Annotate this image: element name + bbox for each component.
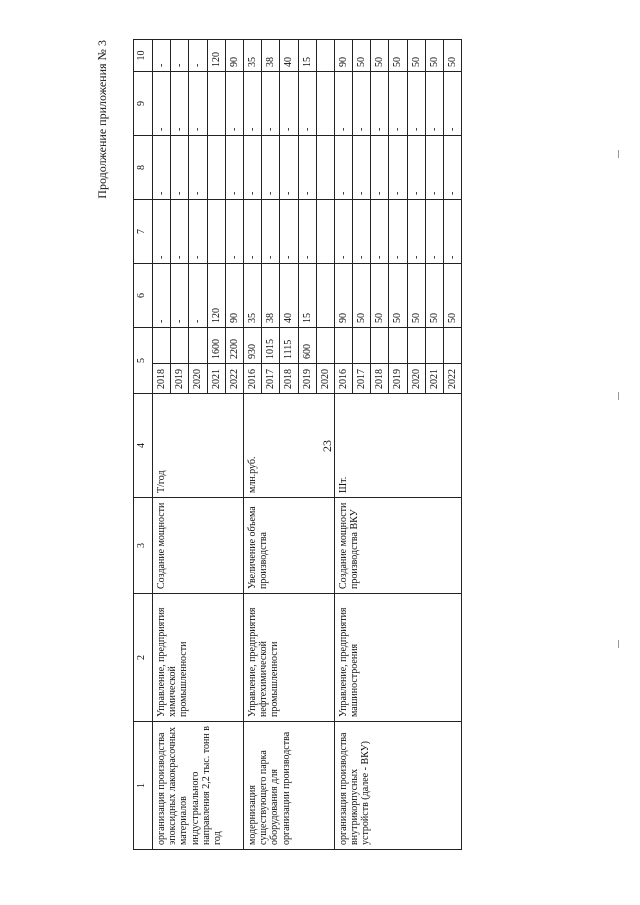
value-cell-v7: -: [444, 200, 462, 264]
table-row: [243, 40, 261, 850]
cell-c4: млн.руб.: [243, 394, 334, 498]
value-cell-v8: -: [444, 136, 462, 200]
value-cell-v7: -: [225, 200, 243, 264]
value-cell-v7: -: [389, 200, 407, 264]
value-cell-v8: -: [171, 136, 189, 200]
value-cell-v5: [171, 328, 189, 364]
value-cell-v8: -: [389, 136, 407, 200]
value-cell-v10: 120: [207, 40, 225, 72]
cell-c1: организация производства эпоксидных лакокрасочных материалов индустриального направления 2,2 тыс. тонн в год: [153, 722, 244, 850]
value-cell-v6: 90: [334, 264, 352, 328]
value-cell-v9: -: [153, 72, 171, 136]
value-cell-v5: [189, 328, 207, 364]
header-cell: 5: [134, 328, 153, 394]
value-cell-v10: 50: [444, 40, 462, 72]
value-cell-v5: [389, 328, 407, 364]
value-cell-v6: 90: [225, 264, 243, 328]
value-cell-v6: 50: [353, 264, 371, 328]
value-cell-v5: 1015: [262, 328, 280, 364]
year-cell: 2018: [153, 364, 171, 394]
value-cell-v7: -: [407, 200, 425, 264]
value-cell-v9: -: [389, 72, 407, 136]
value-cell-v8: -: [243, 136, 261, 200]
value-cell-v6: [316, 264, 334, 328]
value-cell-v9: -: [171, 72, 189, 136]
cell-c1: организация производства внутрикорпусных устройств (далее - ВКУ): [334, 722, 461, 850]
value-cell-v8: -: [189, 136, 207, 200]
value-cell-v10: 50: [407, 40, 425, 72]
year-cell: 2022: [444, 364, 462, 394]
value-cell-v7: -: [171, 200, 189, 264]
value-cell-v6: -: [153, 264, 171, 328]
year-cell: 2022: [225, 364, 243, 394]
value-cell-v5: 1115: [280, 328, 298, 364]
value-cell-v9: -: [407, 72, 425, 136]
value-cell-v8: -: [298, 136, 316, 200]
value-cell-v6: 15: [298, 264, 316, 328]
value-cell-v9: -: [444, 72, 462, 136]
header-cell: 7: [134, 200, 153, 264]
year-cell: 2019: [171, 364, 189, 394]
value-cell-v9: -: [298, 72, 316, 136]
value-cell-v10: -: [171, 40, 189, 72]
scan-mark: [618, 150, 619, 158]
value-cell-v5: [371, 328, 389, 364]
value-cell-v9: [316, 72, 334, 136]
value-cell-v10: 38: [262, 40, 280, 72]
header-cell: 4: [134, 394, 153, 498]
header-cell: 6: [134, 264, 153, 328]
value-cell-v7: -: [371, 200, 389, 264]
year-cell: 2016: [243, 364, 261, 394]
value-cell-v7: -: [280, 200, 298, 264]
value-cell-v7: -: [262, 200, 280, 264]
value-cell-v6: -: [171, 264, 189, 328]
value-cell-v5: [334, 328, 352, 364]
value-cell-v8: -: [262, 136, 280, 200]
value-cell-v6: 35: [243, 264, 261, 328]
appendix-caption: Продолжение приложения № 3: [95, 40, 109, 199]
scan-mark: [618, 392, 619, 400]
value-cell-v8: -: [334, 136, 352, 200]
value-cell-v8: -: [425, 136, 443, 200]
value-cell-v7: [316, 200, 334, 264]
value-cell-v8: [207, 136, 225, 200]
header-cell: 10: [134, 40, 153, 72]
table-body: [153, 40, 462, 850]
value-cell-v9: -: [334, 72, 352, 136]
value-cell-v7: -: [189, 200, 207, 264]
value-cell-v9: -: [280, 72, 298, 136]
value-cell-v5: [444, 328, 462, 364]
cell-c3: Создание мощности: [153, 498, 244, 594]
header-cell: 9: [134, 72, 153, 136]
value-cell-v5: 930: [243, 328, 261, 364]
header-cell: 2: [134, 594, 153, 722]
value-cell-v5: 600: [298, 328, 316, 364]
value-cell-v5: 2200: [225, 328, 243, 364]
header-cell: 8: [134, 136, 153, 200]
value-cell-v8: -: [225, 136, 243, 200]
cell-c3: Создание мощности производства ВКУ: [334, 498, 461, 594]
year-cell: 2020: [316, 364, 334, 394]
value-cell-v7: -: [334, 200, 352, 264]
rotated-page: [95, 40, 607, 850]
value-cell-v6: 40: [280, 264, 298, 328]
value-cell-v5: [407, 328, 425, 364]
value-cell-v6: 50: [425, 264, 443, 328]
year-cell: 2020: [407, 364, 425, 394]
value-cell-v9: -: [225, 72, 243, 136]
value-cell-v10: 50: [353, 40, 371, 72]
value-cell-v10: 50: [389, 40, 407, 72]
value-cell-v6: 50: [371, 264, 389, 328]
cell-c4: Шт.: [334, 394, 461, 498]
cell-c2: Управление, предприятия нефтехимической промышленности: [243, 594, 334, 722]
value-cell-v10: 90: [225, 40, 243, 72]
cell-c4: Т/год: [153, 394, 244, 498]
year-cell: 2019: [389, 364, 407, 394]
scan-mark: [618, 640, 619, 648]
value-cell-v8: -: [407, 136, 425, 200]
value-cell-v8: [316, 136, 334, 200]
value-cell-v10: 35: [243, 40, 261, 72]
header-cell: 3: [134, 498, 153, 594]
table-row: [153, 40, 171, 850]
header-row: [134, 40, 153, 850]
value-cell-v10: -: [189, 40, 207, 72]
value-cell-v9: -: [425, 72, 443, 136]
value-cell-v9: -: [243, 72, 261, 136]
value-cell-v6: 50: [444, 264, 462, 328]
value-cell-v6: 38: [262, 264, 280, 328]
header-cell: 1: [134, 722, 153, 850]
value-cell-v10: 15: [298, 40, 316, 72]
value-cell-v9: -: [353, 72, 371, 136]
value-cell-v10: 50: [425, 40, 443, 72]
value-cell-v10: [316, 40, 334, 72]
value-cell-v10: 40: [280, 40, 298, 72]
year-cell: 2017: [353, 364, 371, 394]
table-row: [334, 40, 352, 850]
value-cell-v6: 120: [207, 264, 225, 328]
value-cell-v5: [353, 328, 371, 364]
value-cell-v5: [316, 328, 334, 364]
value-cell-v8: -: [153, 136, 171, 200]
value-cell-v8: -: [280, 136, 298, 200]
value-cell-v5: 1600: [207, 328, 225, 364]
value-cell-v7: -: [243, 200, 261, 264]
cell-c2: Управление, предприятия машиностроения: [334, 594, 461, 722]
value-cell-v7: -: [353, 200, 371, 264]
cell-c3: Увеличение объема производства: [243, 498, 334, 594]
value-cell-v9: -: [371, 72, 389, 136]
value-cell-v7: [207, 200, 225, 264]
year-cell: 2016: [334, 364, 352, 394]
value-cell-v7: -: [425, 200, 443, 264]
year-cell: 2019: [298, 364, 316, 394]
year-cell: 2020: [189, 364, 207, 394]
value-cell-v8: -: [371, 136, 389, 200]
value-cell-v7: -: [298, 200, 316, 264]
year-cell: 2021: [207, 364, 225, 394]
value-cell-v8: -: [353, 136, 371, 200]
value-cell-v9: -: [262, 72, 280, 136]
value-cell-v7: -: [153, 200, 171, 264]
page-number: 23: [320, 440, 334, 452]
value-cell-v10: -: [153, 40, 171, 72]
value-cell-v5: [425, 328, 443, 364]
value-cell-v5: [153, 328, 171, 364]
data-table: [133, 39, 462, 850]
value-cell-v9: -: [189, 72, 207, 136]
year-cell: 2018: [280, 364, 298, 394]
value-cell-v6: 50: [407, 264, 425, 328]
year-cell: 2021: [425, 364, 443, 394]
year-cell: 2017: [262, 364, 280, 394]
value-cell-v6: -: [189, 264, 207, 328]
cell-c2: Управление, предприятия химической промышленности: [153, 594, 244, 722]
value-cell-v10: 90: [334, 40, 352, 72]
value-cell-v9: [207, 72, 225, 136]
value-cell-v6: 50: [389, 264, 407, 328]
year-cell: 2018: [371, 364, 389, 394]
cell-c1: модернизация существующего парка оборудования для организации производства: [243, 722, 334, 850]
value-cell-v10: 50: [371, 40, 389, 72]
